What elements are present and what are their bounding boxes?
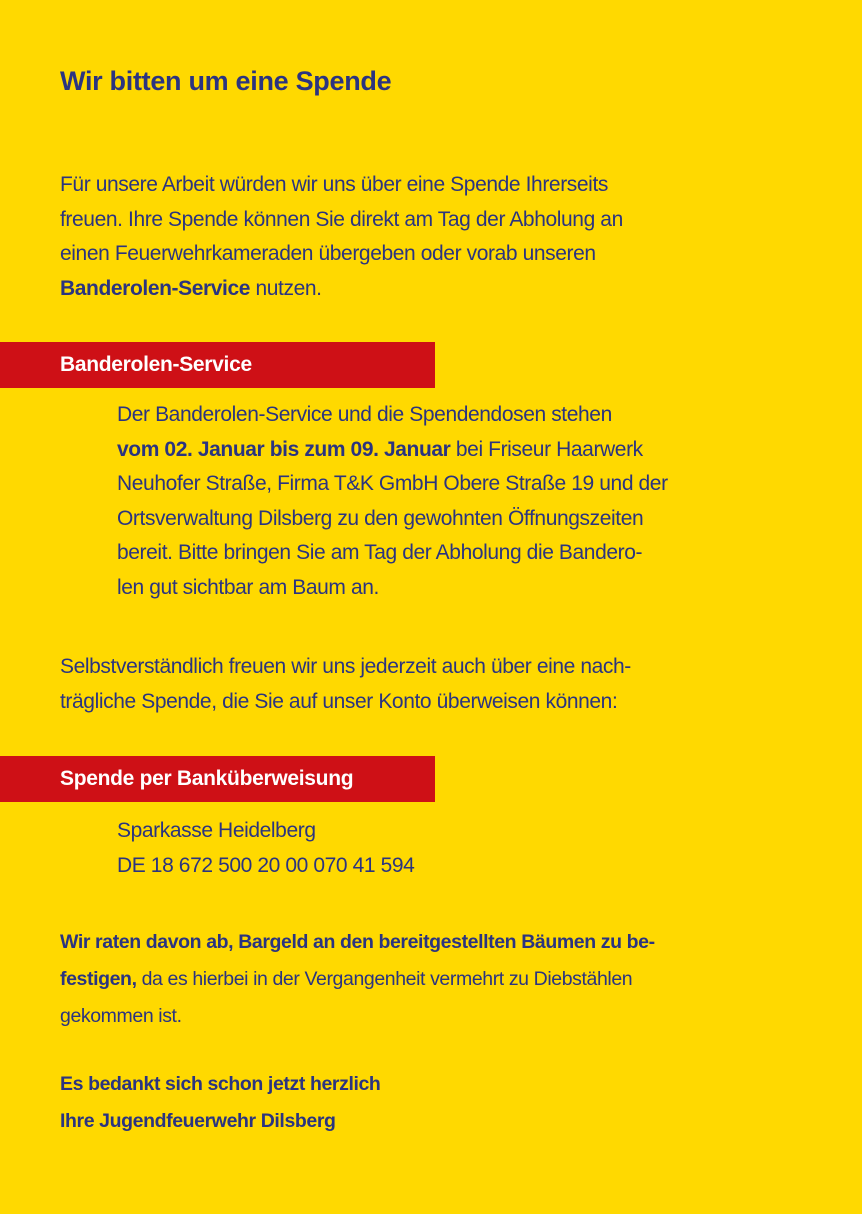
bank-name: Sparkasse Heidelberg: [117, 819, 316, 842]
signature: Ihre Jugendfeuerwehr Dilsberg: [60, 1110, 336, 1132]
transfer-note: [60, 650, 631, 719]
bank-details: [117, 814, 414, 883]
intro-line: einen Feuerwehrkameraden übergeben oder vorab unseren: [60, 242, 596, 265]
warning-bold: Wir raten davon ab, Bargeld an den bereitgestellten Bäumen zu be-: [60, 931, 655, 953]
warning-line: gekommen ist.: [60, 1005, 182, 1027]
page-title: Wir bitten um eine Spende: [60, 66, 392, 96]
warning-rest: da es hierbei in der Vergangenheit vermehrt zu Diebstählen: [136, 968, 633, 990]
warning-line: [60, 961, 655, 998]
intro-line: [60, 272, 623, 307]
section-banner-bank-transfer: Spende per Banküberweisung: [0, 756, 435, 802]
warning-bold: festigen,: [60, 968, 137, 990]
intro-paragraph: [60, 168, 623, 306]
banderolen-line: len gut sichtbar am Baum an.: [117, 575, 379, 599]
intro-rest: nutzen.: [250, 276, 322, 300]
closing-line: Es bedankt sich schon jetzt herzlich: [60, 1073, 381, 1095]
banderolen-line: Neuhofer Straße, Firma T&K GmbH Obere Straße 19 und der: [117, 472, 668, 495]
banderolen-line: Der Banderolen-Service und die Spendendosen stehen: [117, 403, 612, 426]
banderolen-line: bereit. Bitte bringen Sie am Tag der Abholung die Bandero-: [117, 541, 643, 564]
banderolen-paragraph: [117, 398, 668, 605]
closing: [60, 1066, 380, 1140]
transfer-line: trägliche Spende, die Sie auf unser Konto überweisen können:: [60, 689, 618, 713]
transfer-line: Selbstverständlich freuen wir uns jederzeit auch über eine nach-: [60, 655, 631, 678]
banderolen-line: [117, 433, 668, 468]
warning-paragraph: [60, 924, 655, 1035]
intro-line: freuen. Ihre Spende können Sie direkt am Tag der Abholung an: [60, 207, 623, 231]
date-range: vom 02. Januar bis zum 09. Januar: [117, 437, 451, 461]
banderolen-rest: bei Friseur Haarwerk: [450, 437, 643, 461]
banderolen-line: Ortsverwaltung Dilsberg zu den gewohnten Öffnungszeiten: [117, 506, 644, 530]
iban: DE 18 672 500 20 00 070 41 594: [117, 853, 415, 877]
intro-bold-term: Banderolen-Service: [60, 276, 251, 300]
intro-line: Für unsere Arbeit würden wir uns über eine Spende Ihrerseits: [60, 173, 608, 196]
section-banner-banderolen: Banderolen-Service: [0, 342, 435, 388]
warning-line: [60, 924, 655, 961]
